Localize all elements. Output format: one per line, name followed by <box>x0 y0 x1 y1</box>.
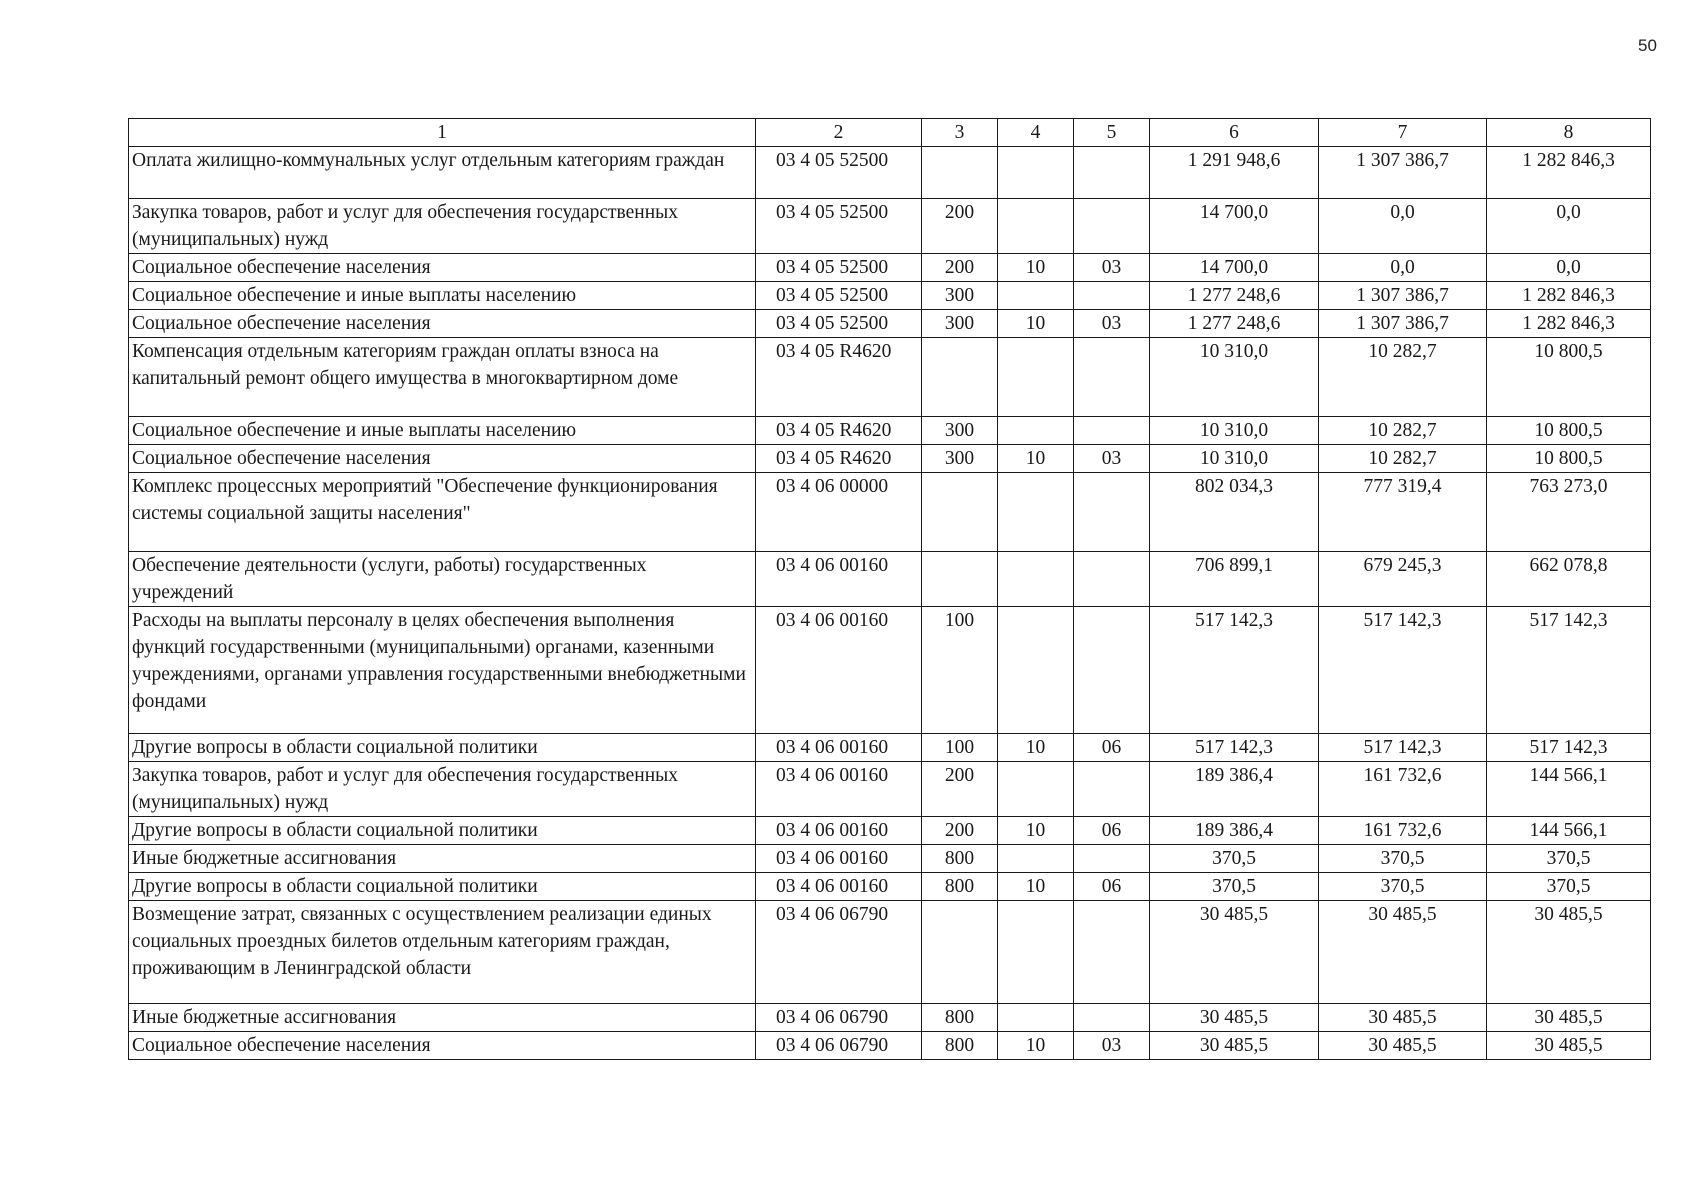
table-row <box>129 310 1651 338</box>
row-col8: 0,0 <box>1487 199 1651 254</box>
row-name: Социальное обеспечение населения <box>129 254 756 282</box>
row-col7: 370,5 <box>1319 845 1487 873</box>
row-name: Оплата жилищно-коммунальных услуг отдельным категориям граждан <box>129 147 756 199</box>
row-name: Компенсация отдельным категориям граждан оплаты взноса на капитальный ремонт общего имущества в многоквартирном доме <box>129 338 756 417</box>
table-row <box>129 199 1651 254</box>
row-col4 <box>998 762 1074 817</box>
row-col4 <box>998 147 1074 199</box>
row-col6: 370,5 <box>1150 845 1319 873</box>
row-col5 <box>1074 473 1150 552</box>
row-col5 <box>1074 282 1150 310</box>
row-col8: 517 142,3 <box>1487 607 1651 734</box>
row-col3: 800 <box>922 1032 998 1060</box>
row-col6: 30 485,5 <box>1150 1004 1319 1032</box>
row-col8: 517 142,3 <box>1487 734 1651 762</box>
row-col3: 200 <box>922 254 998 282</box>
column-header: 6 <box>1150 119 1319 147</box>
row-col6: 517 142,3 <box>1150 734 1319 762</box>
row-col5 <box>1074 199 1150 254</box>
row-code: 03 4 06 00160 <box>756 552 922 607</box>
row-col6: 30 485,5 <box>1150 1032 1319 1060</box>
row-col7: 161 732,6 <box>1319 762 1487 817</box>
table-row <box>129 734 1651 762</box>
row-code: 03 4 05 R4620 <box>756 338 922 417</box>
row-code: 03 4 05 R4620 <box>756 417 922 445</box>
row-col4: 10 <box>998 445 1074 473</box>
row-col3: 300 <box>922 417 998 445</box>
row-col6: 1 291 948,6 <box>1150 147 1319 199</box>
row-code: 03 4 06 00160 <box>756 845 922 873</box>
table-row <box>129 873 1651 901</box>
row-code: 03 4 06 06790 <box>756 901 922 1004</box>
row-col6: 802 034,3 <box>1150 473 1319 552</box>
row-name: Комплекс процессных мероприятий "Обеспечение функционирования системы социальной защиты населения" <box>129 473 756 552</box>
row-col5: 06 <box>1074 873 1150 901</box>
row-col5 <box>1074 762 1150 817</box>
row-col8: 10 800,5 <box>1487 417 1651 445</box>
row-col4 <box>998 901 1074 1004</box>
table-row <box>129 607 1651 734</box>
row-col7: 517 142,3 <box>1319 734 1487 762</box>
row-name: Закупка товаров, работ и услуг для обеспечения государственных (муниципальных) нужд <box>129 199 756 254</box>
row-col8: 10 800,5 <box>1487 445 1651 473</box>
row-col7: 777 319,4 <box>1319 473 1487 552</box>
table-row <box>129 845 1651 873</box>
column-header: 4 <box>998 119 1074 147</box>
row-code: 03 4 05 52500 <box>756 310 922 338</box>
row-col4: 10 <box>998 1032 1074 1060</box>
row-col4 <box>998 282 1074 310</box>
row-col5: 03 <box>1074 254 1150 282</box>
table-row <box>129 338 1651 417</box>
row-name: Иные бюджетные ассигнования <box>129 1004 756 1032</box>
row-col3: 100 <box>922 734 998 762</box>
column-header: 2 <box>756 119 922 147</box>
row-col5: 06 <box>1074 817 1150 845</box>
row-name: Возмещение затрат, связанных с осуществлением реализации единых социальных проездных билетов отдельным категориям граждан, проживающим в Ленинградской области <box>129 901 756 1004</box>
row-col8: 10 800,5 <box>1487 338 1651 417</box>
row-code: 03 4 05 52500 <box>756 199 922 254</box>
row-col3: 200 <box>922 762 998 817</box>
row-col5 <box>1074 147 1150 199</box>
table-row <box>129 762 1651 817</box>
row-col8: 662 078,8 <box>1487 552 1651 607</box>
row-code: 03 4 06 06790 <box>756 1032 922 1060</box>
row-name: Социальное обеспечение и иные выплаты населению <box>129 417 756 445</box>
row-col5 <box>1074 607 1150 734</box>
row-col4 <box>998 473 1074 552</box>
row-col7: 30 485,5 <box>1319 901 1487 1004</box>
row-col7: 370,5 <box>1319 873 1487 901</box>
row-col5: 03 <box>1074 310 1150 338</box>
row-col5: 03 <box>1074 1032 1150 1060</box>
row-col3: 300 <box>922 282 998 310</box>
row-col7: 0,0 <box>1319 254 1487 282</box>
row-col4: 10 <box>998 873 1074 901</box>
row-col3: 100 <box>922 607 998 734</box>
row-col7: 10 282,7 <box>1319 338 1487 417</box>
row-name: Другие вопросы в области социальной политики <box>129 817 756 845</box>
row-col4: 10 <box>998 254 1074 282</box>
row-col8: 1 282 846,3 <box>1487 282 1651 310</box>
row-name: Закупка товаров, работ и услуг для обеспечения государственных (муниципальных) нужд <box>129 762 756 817</box>
row-col6: 30 485,5 <box>1150 901 1319 1004</box>
row-code: 03 4 06 00160 <box>756 607 922 734</box>
row-col5 <box>1074 845 1150 873</box>
row-col5: 06 <box>1074 734 1150 762</box>
table-body <box>129 147 1651 1060</box>
table-row <box>129 817 1651 845</box>
row-col5 <box>1074 338 1150 417</box>
row-col8: 30 485,5 <box>1487 1032 1651 1060</box>
row-col7: 1 307 386,7 <box>1319 147 1487 199</box>
table-row <box>129 417 1651 445</box>
row-name: Социальное обеспечение населения <box>129 1032 756 1060</box>
row-col6: 370,5 <box>1150 873 1319 901</box>
row-col6: 14 700,0 <box>1150 254 1319 282</box>
row-col4: 10 <box>998 310 1074 338</box>
row-col8: 144 566,1 <box>1487 762 1651 817</box>
row-col6: 10 310,0 <box>1150 445 1319 473</box>
row-col6: 1 277 248,6 <box>1150 282 1319 310</box>
row-col6: 10 310,0 <box>1150 338 1319 417</box>
column-header: 3 <box>922 119 998 147</box>
row-col3: 200 <box>922 199 998 254</box>
row-name: Иные бюджетные ассигнования <box>129 845 756 873</box>
row-col4 <box>998 607 1074 734</box>
row-col5 <box>1074 552 1150 607</box>
row-name: Социальное обеспечение населения <box>129 310 756 338</box>
row-col8: 370,5 <box>1487 873 1651 901</box>
row-col4 <box>998 417 1074 445</box>
row-col4 <box>998 199 1074 254</box>
row-col7: 517 142,3 <box>1319 607 1487 734</box>
row-code: 03 4 06 00160 <box>756 734 922 762</box>
row-name: Расходы на выплаты персоналу в целях обеспечения выполнения функций государственными (муниципальными) органами, казенными учреждениями, органами управления государственными внебюджетными фондами <box>129 607 756 734</box>
row-col4: 10 <box>998 817 1074 845</box>
table-row <box>129 552 1651 607</box>
row-name: Социальное обеспечение и иные выплаты населению <box>129 282 756 310</box>
row-code: 03 4 05 52500 <box>756 254 922 282</box>
row-col8: 30 485,5 <box>1487 1004 1651 1032</box>
row-code: 03 4 06 00160 <box>756 817 922 845</box>
row-col7: 0,0 <box>1319 199 1487 254</box>
page-number: 50 <box>1638 36 1657 55</box>
column-header: 7 <box>1319 119 1487 147</box>
row-col4: 10 <box>998 734 1074 762</box>
row-col3: 800 <box>922 1004 998 1032</box>
row-col3: 300 <box>922 445 998 473</box>
row-col3 <box>922 338 998 417</box>
table-row <box>129 254 1651 282</box>
table-row <box>129 1004 1651 1032</box>
row-col7: 30 485,5 <box>1319 1004 1487 1032</box>
row-col3: 300 <box>922 310 998 338</box>
row-col3 <box>922 147 998 199</box>
row-col3 <box>922 473 998 552</box>
row-code: 03 4 05 52500 <box>756 282 922 310</box>
row-col8: 0,0 <box>1487 254 1651 282</box>
row-col6: 189 386,4 <box>1150 817 1319 845</box>
row-col6: 517 142,3 <box>1150 607 1319 734</box>
row-col5 <box>1074 901 1150 1004</box>
row-name: Другие вопросы в области социальной политики <box>129 734 756 762</box>
row-col6: 10 310,0 <box>1150 417 1319 445</box>
row-name: Другие вопросы в области социальной политики <box>129 873 756 901</box>
row-col3: 800 <box>922 845 998 873</box>
row-col8: 1 282 846,3 <box>1487 147 1651 199</box>
row-col3 <box>922 901 998 1004</box>
column-header: 8 <box>1487 119 1651 147</box>
table-row <box>129 901 1651 1004</box>
row-col4 <box>998 338 1074 417</box>
table-row <box>129 147 1651 199</box>
row-col3 <box>922 552 998 607</box>
table-row <box>129 282 1651 310</box>
row-col8: 144 566,1 <box>1487 817 1651 845</box>
row-col8: 763 273,0 <box>1487 473 1651 552</box>
row-col3: 200 <box>922 817 998 845</box>
row-col7: 679 245,3 <box>1319 552 1487 607</box>
column-header: 1 <box>129 119 756 147</box>
row-col6: 189 386,4 <box>1150 762 1319 817</box>
row-code: 03 4 06 00160 <box>756 873 922 901</box>
row-col7: 1 307 386,7 <box>1319 282 1487 310</box>
row-col5 <box>1074 417 1150 445</box>
row-code: 03 4 05 R4620 <box>756 445 922 473</box>
row-col7: 1 307 386,7 <box>1319 310 1487 338</box>
row-code: 03 4 06 00160 <box>756 762 922 817</box>
row-col7: 161 732,6 <box>1319 817 1487 845</box>
row-col8: 370,5 <box>1487 845 1651 873</box>
row-col5: 03 <box>1074 445 1150 473</box>
row-col4 <box>998 552 1074 607</box>
row-code: 03 4 06 00000 <box>756 473 922 552</box>
row-col3: 800 <box>922 873 998 901</box>
row-col8: 30 485,5 <box>1487 901 1651 1004</box>
row-name: Социальное обеспечение населения <box>129 445 756 473</box>
row-col7: 10 282,7 <box>1319 445 1487 473</box>
row-code: 03 4 06 06790 <box>756 1004 922 1032</box>
row-col6: 14 700,0 <box>1150 199 1319 254</box>
column-header: 5 <box>1074 119 1150 147</box>
row-col7: 30 485,5 <box>1319 1032 1487 1060</box>
row-col8: 1 282 846,3 <box>1487 310 1651 338</box>
row-col4 <box>998 1004 1074 1032</box>
table-row <box>129 1032 1651 1060</box>
row-col6: 706 899,1 <box>1150 552 1319 607</box>
table-row <box>129 473 1651 552</box>
budget-table <box>128 118 1651 1060</box>
row-col4 <box>998 845 1074 873</box>
row-name: Обеспечение деятельности (услуги, работы) государственных учреждений <box>129 552 756 607</box>
row-code: 03 4 05 52500 <box>756 147 922 199</box>
row-col7: 10 282,7 <box>1319 417 1487 445</box>
table-header-row <box>129 119 1651 147</box>
row-col5 <box>1074 1004 1150 1032</box>
table-row <box>129 445 1651 473</box>
row-col6: 1 277 248,6 <box>1150 310 1319 338</box>
